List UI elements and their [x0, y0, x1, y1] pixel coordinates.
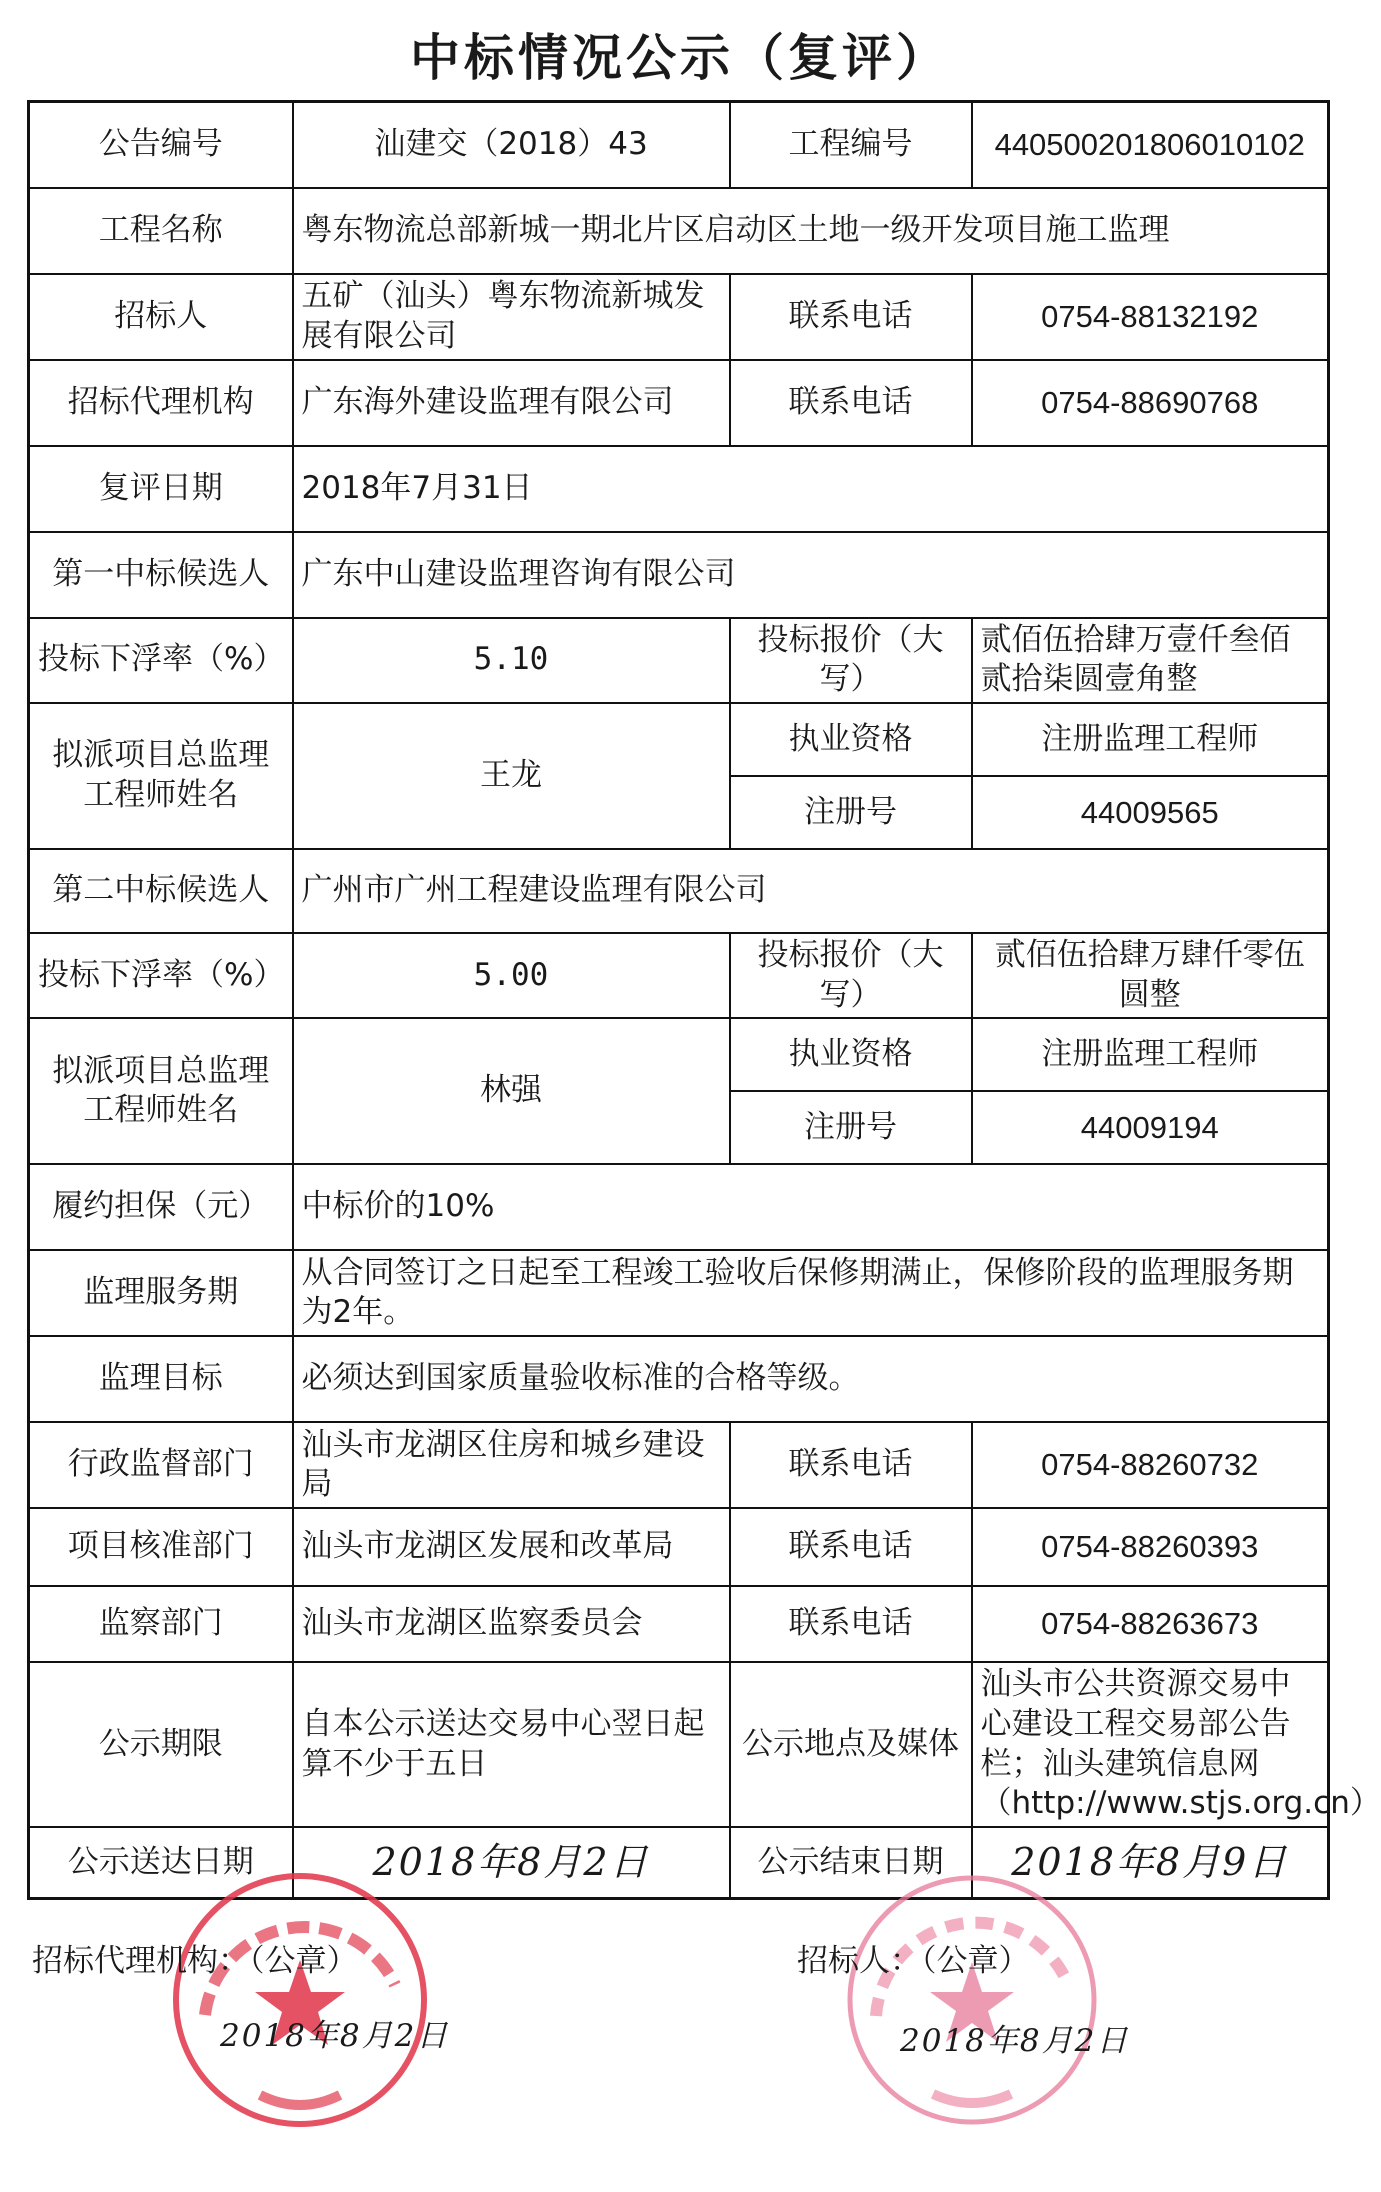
project-name-label: 工程名称 — [29, 188, 293, 274]
candidate2-qualification-label: 执业资格 — [730, 1018, 972, 1091]
public-period-value: 自本公示送达交易中心翌日起算不少于五日 — [293, 1662, 730, 1827]
project-name-value: 粤东物流总部新城一期北片区启动区土地一级开发项目施工监理 — [293, 188, 1329, 274]
tenderer-phone-label: 联系电话 — [730, 274, 972, 360]
approval-phone-label: 联系电话 — [730, 1508, 972, 1586]
candidate1-engineer-label: 拟派项目总监理工程师姓名 — [29, 703, 293, 849]
candidate2-engineer-value: 林强 — [293, 1018, 730, 1164]
row-candidate2-rate — [29, 933, 1329, 1018]
row-target — [29, 1336, 1329, 1422]
supervision-dept-label: 监察部门 — [29, 1586, 293, 1662]
guarantee-value: 中标价的10% — [293, 1164, 1329, 1250]
row-admin-dept — [29, 1422, 1329, 1508]
agency-sign-date: 2018年8月2日 — [220, 2018, 450, 2054]
row-agency — [29, 360, 1329, 446]
public-place-label: 公示地点及媒体 — [730, 1662, 972, 1827]
end-date-label: 公示结束日期 — [730, 1827, 972, 1899]
candidate2-reg-label: 注册号 — [730, 1091, 972, 1164]
agency-value: 广东海外建设监理有限公司 — [293, 360, 730, 446]
candidate2-rate-value: 5.00 — [293, 933, 730, 1018]
guarantee-label: 履约担保（元） — [29, 1164, 293, 1250]
announcement-no-value: 汕建交（2018）43 — [293, 102, 730, 188]
tenderer-phone-value: 0754-88132192 — [972, 274, 1329, 360]
candidate1-price-label: 投标报价（大写） — [730, 618, 972, 703]
row-candidate1-rate — [29, 618, 1329, 703]
candidate1-engineer-value: 王龙 — [293, 703, 730, 849]
approval-phone-value: 0754-88260393 — [972, 1508, 1329, 1586]
candidate2-reg-value: 44009194 — [972, 1091, 1329, 1164]
admin-dept-label: 行政监督部门 — [29, 1422, 293, 1508]
service-period-label: 监理服务期 — [29, 1250, 293, 1336]
row-candidate1-qualification — [29, 703, 1329, 776]
send-date-handwriting: 2018年8月2日 — [372, 1840, 650, 1885]
target-value: 必须达到国家质量验收标准的合格等级。 — [293, 1336, 1329, 1422]
candidate1-value: 广东中山建设监理咨询有限公司 — [293, 532, 1329, 618]
supervision-dept-value: 汕头市龙湖区监察委员会 — [293, 1586, 730, 1662]
row-project-name — [29, 188, 1329, 274]
document-title: 中标情况公示（复评） — [410, 29, 950, 87]
candidate2-price-label: 投标报价（大写） — [730, 933, 972, 1018]
service-period-value: 从合同签订之日起至工程竣工验收后保修期满止，保修阶段的监理服务期为2年。 — [293, 1250, 1329, 1336]
agency-label: 招标代理机构 — [29, 360, 293, 446]
agency-phone-label: 联系电话 — [730, 360, 972, 446]
tenderer-sign-date: 2018年8月2日 — [900, 2023, 1130, 2059]
candidate1-rate-label: 投标下浮率（%） — [29, 618, 293, 703]
announcement-no-label: 公告编号 — [29, 102, 293, 188]
row-supervision-dept — [29, 1586, 1329, 1662]
candidate1-qualification-label: 执业资格 — [730, 703, 972, 776]
review-date-label: 复评日期 — [29, 446, 293, 532]
tenderer-seal-label: 招标人：（公章） — [797, 1943, 1030, 1979]
public-period-label: 公示期限 — [29, 1662, 293, 1827]
candidate1-price-value: 贰佰伍拾肆万壹仟叁佰贰拾柒圆壹角整 — [972, 618, 1329, 703]
row-announcement-no — [29, 102, 1329, 188]
row-guarantee — [29, 1164, 1329, 1250]
candidate1-label: 第一中标候选人 — [29, 532, 293, 618]
row-candidate1 — [29, 532, 1329, 618]
admin-phone-value: 0754-88260732 — [972, 1422, 1329, 1508]
send-date-label: 公示送达日期 — [29, 1827, 293, 1899]
project-no-value: 440500201806010102 — [972, 102, 1329, 188]
row-review-date — [29, 446, 1329, 532]
tenderer-value: 五矿（汕头）粤东物流新城发展有限公司 — [293, 274, 730, 360]
row-approval-dept — [29, 1508, 1329, 1586]
row-public-period — [29, 1662, 1329, 1827]
project-no-label: 工程编号 — [730, 102, 972, 188]
admin-dept-value: 汕头市龙湖区住房和城乡建设局 — [293, 1422, 730, 1508]
row-candidate2 — [29, 849, 1329, 933]
candidate1-reg-label: 注册号 — [730, 776, 972, 849]
row-service-period — [29, 1250, 1329, 1336]
end-date-handwriting: 2018年8月9日 — [1011, 1840, 1289, 1885]
row-candidate2-qualification — [29, 1018, 1329, 1091]
candidate2-engineer-label: 拟派项目总监理工程师姓名 — [29, 1018, 293, 1164]
admin-phone-label: 联系电话 — [730, 1422, 972, 1508]
target-label: 监理目标 — [29, 1336, 293, 1422]
agency-seal-stamp — [165, 1865, 435, 2135]
candidate1-rate-value: 5.10 — [293, 618, 730, 703]
tenderer-label: 招标人 — [29, 274, 293, 360]
candidate1-qualification-value: 注册监理工程师 — [972, 703, 1329, 776]
agency-seal-label: 招标代理机构：（公章） — [32, 1943, 358, 1979]
review-date-value: 2018年7月31日 — [293, 446, 1329, 532]
candidate2-label: 第二中标候选人 — [29, 849, 293, 933]
public-place-value: 汕头市公共资源交易中心建设工程交易部公告栏；汕头建筑信息网（http://www.stjs.org.cn） — [972, 1662, 1329, 1827]
tenderer-seal-stamp — [838, 1866, 1106, 2134]
supervision-phone-value: 0754-88263673 — [972, 1586, 1329, 1662]
candidate2-value: 广州市广州工程建设监理有限公司 — [293, 849, 1329, 933]
candidate2-rate-label: 投标下浮率（%） — [29, 933, 293, 1018]
supervision-phone-label: 联系电话 — [730, 1586, 972, 1662]
approval-dept-label: 项目核准部门 — [29, 1508, 293, 1586]
candidate2-price-value: 贰佰伍拾肆万肆仟零伍圆整 — [972, 933, 1329, 1018]
candidate2-qualification-value: 注册监理工程师 — [972, 1018, 1329, 1091]
agency-phone-value: 0754-88690768 — [972, 360, 1329, 446]
row-tenderer — [29, 274, 1329, 360]
candidate1-reg-value: 44009565 — [972, 776, 1329, 849]
approval-dept-value: 汕头市龙湖区发展和改革局 — [293, 1508, 730, 1586]
announcement-table — [27, 100, 1381, 1900]
